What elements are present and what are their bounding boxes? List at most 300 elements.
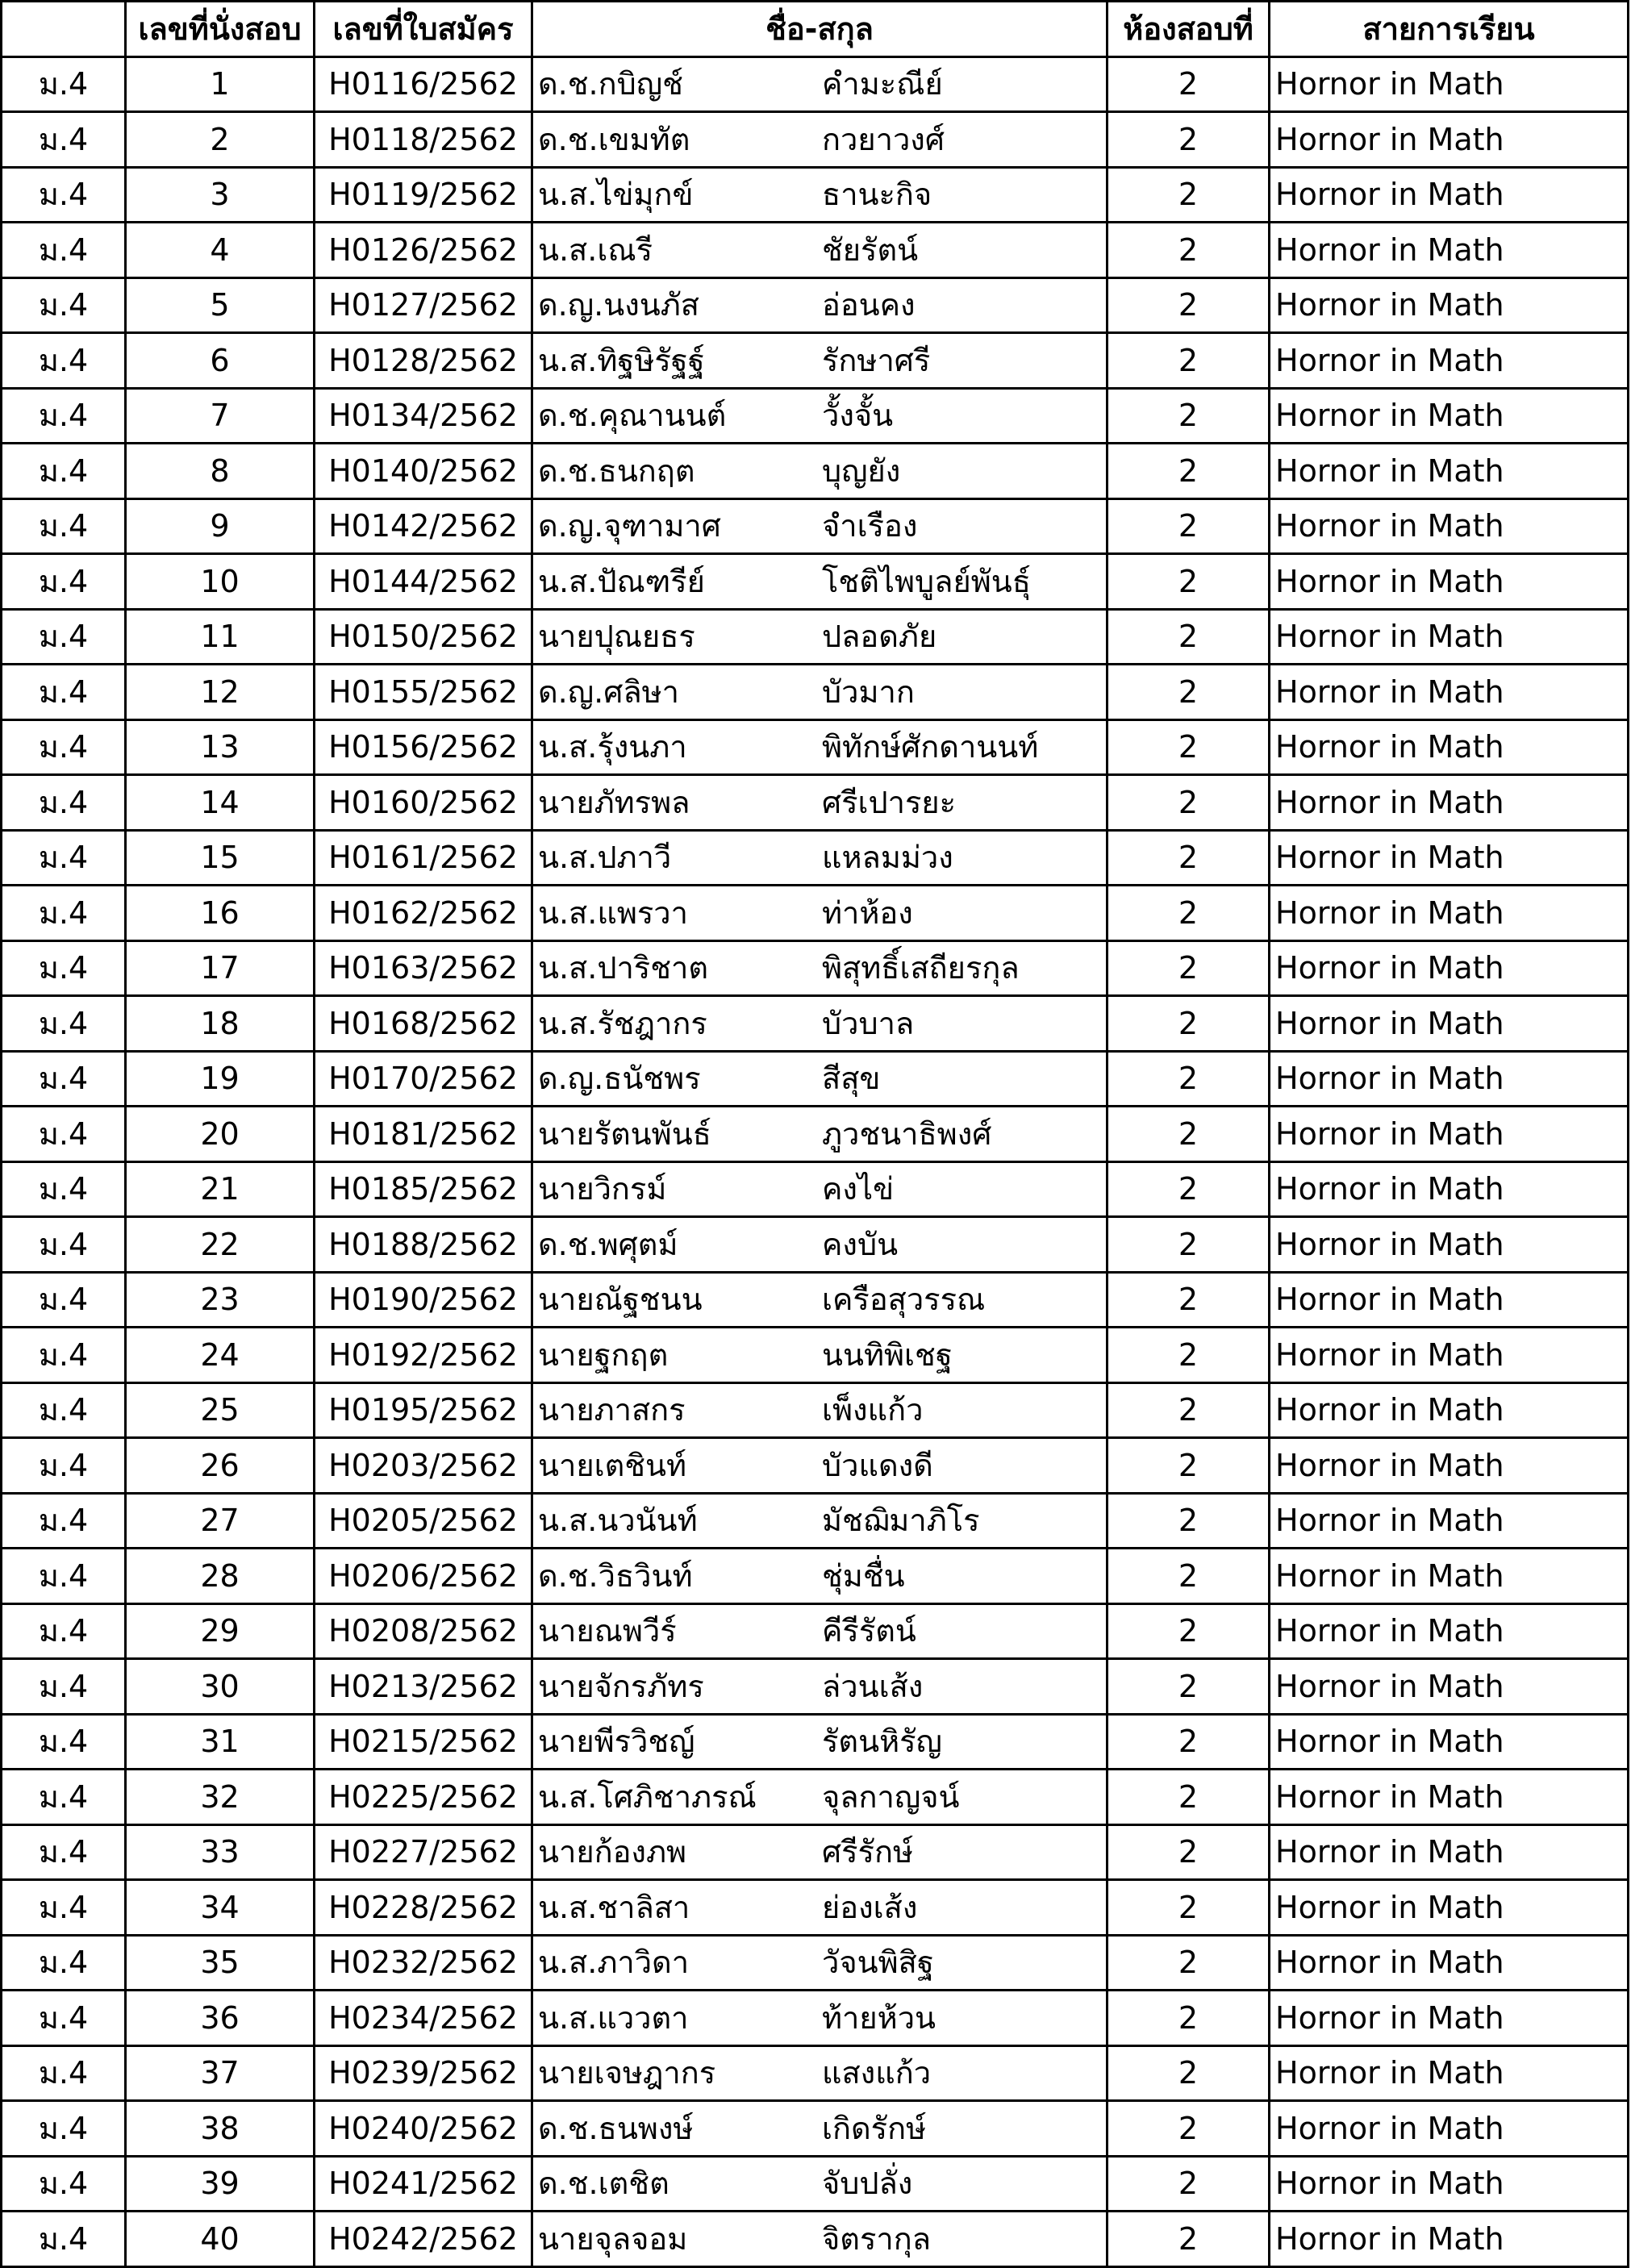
cell-application-number: H0116/2562 [315, 56, 532, 112]
table-row [2, 996, 1629, 1052]
cell-application-number: H0227/2562 [315, 1824, 532, 1880]
first-name: ด.ญ.จุฑามาศ [538, 508, 721, 544]
last-name: วัจนพิสิฐ [822, 1945, 934, 1981]
cell-program: Hornor in Math [1270, 1051, 1629, 1107]
cell-level: ม.4 [2, 1328, 126, 1383]
last-name: จับปลั่ง [822, 2166, 913, 2202]
last-name: ภูวชนาธิพงศ์ [822, 1115, 992, 1152]
cell-program: Hornor in Math [1270, 1272, 1629, 1328]
cell-program: Hornor in Math [1270, 665, 1629, 720]
cell-level: ม.4 [2, 333, 126, 389]
cell-full-name [532, 1051, 1107, 1107]
cell-level: ม.4 [2, 1549, 126, 1604]
cell-exam-room: 2 [1107, 1328, 1270, 1383]
table-row [2, 2045, 1629, 2101]
cell-full-name [532, 1659, 1107, 1715]
cell-exam-room: 2 [1107, 112, 1270, 168]
cell-program: Hornor in Math [1270, 167, 1629, 223]
cell-program: Hornor in Math [1270, 830, 1629, 886]
cell-seat-number: 7 [126, 388, 315, 444]
cell-full-name [532, 112, 1107, 168]
cell-application-number: H0241/2562 [315, 2156, 532, 2212]
cell-program: Hornor in Math [1270, 1493, 1629, 1549]
cell-application-number: H0150/2562 [315, 609, 532, 665]
cell-exam-room: 2 [1107, 665, 1270, 720]
cell-application-number: H0162/2562 [315, 886, 532, 941]
first-name: น.ส.โศภิชาภรณ์ [538, 1778, 757, 1815]
cell-program: Hornor in Math [1270, 2156, 1629, 2212]
cell-exam-room: 2 [1107, 388, 1270, 444]
table-row [2, 775, 1629, 831]
cell-exam-room: 2 [1107, 1272, 1270, 1328]
cell-level: ม.4 [2, 1603, 126, 1659]
first-name: นายปุณยธร [538, 619, 695, 655]
cell-application-number: H0126/2562 [315, 223, 532, 278]
cell-level: ม.4 [2, 609, 126, 665]
last-name: ปลอดภัย [822, 619, 937, 655]
cell-seat-number: 25 [126, 1382, 315, 1438]
cell-seat-number: 17 [126, 940, 315, 996]
cell-seat-number: 35 [126, 1935, 315, 1991]
table-row [2, 1382, 1629, 1438]
cell-level: ม.4 [2, 1382, 126, 1438]
cell-seat-number: 26 [126, 1438, 315, 1494]
cell-application-number: H0185/2562 [315, 1161, 532, 1217]
cell-level: ม.4 [2, 498, 126, 554]
cell-seat-number: 4 [126, 223, 315, 278]
cell-application-number: H0127/2562 [315, 277, 532, 333]
cell-seat-number: 21 [126, 1161, 315, 1217]
cell-exam-room: 2 [1107, 333, 1270, 389]
header-exam-room: ห้องสอบที่ [1107, 2, 1270, 57]
table-row [2, 665, 1629, 720]
first-name: น.ส.แพรวา [538, 894, 688, 931]
table-row [2, 223, 1629, 278]
table-row [2, 1935, 1629, 1991]
table-row [2, 1603, 1629, 1659]
cell-application-number: H0190/2562 [315, 1272, 532, 1328]
cell-exam-room: 2 [1107, 56, 1270, 112]
first-name: นายรัตนพันธ์ [538, 1115, 711, 1152]
cell-exam-room: 2 [1107, 1880, 1270, 1936]
cell-seat-number: 30 [126, 1659, 315, 1715]
header-application-number: เลขที่ใบสมัคร [315, 2, 532, 57]
last-name: กวยาวงศ์ [822, 121, 945, 157]
cell-level: ม.4 [2, 2212, 126, 2267]
cell-application-number: H0225/2562 [315, 1770, 532, 1825]
cell-exam-room: 2 [1107, 996, 1270, 1052]
table-row [2, 1328, 1629, 1383]
first-name: น.ส.รุ้งนภา [538, 729, 687, 765]
cell-full-name [532, 1714, 1107, 1770]
cell-level: ม.4 [2, 2045, 126, 2101]
cell-exam-room: 2 [1107, 940, 1270, 996]
cell-seat-number: 6 [126, 333, 315, 389]
table-row [2, 277, 1629, 333]
last-name: บุญยัง [822, 452, 901, 489]
table-row [2, 719, 1629, 775]
last-name: พิทักษ์ศักดานนท์ [822, 729, 1039, 765]
cell-seat-number: 37 [126, 2045, 315, 2101]
cell-program: Hornor in Math [1270, 1107, 1629, 1162]
first-name: ด.ช.เตชิต [538, 2166, 670, 2202]
cell-seat-number: 2 [126, 112, 315, 168]
first-name: ด.ช.พศุตม์ [538, 1226, 678, 1262]
cell-application-number: H0192/2562 [315, 1328, 532, 1383]
cell-exam-room: 2 [1107, 1824, 1270, 1880]
cell-level: ม.4 [2, 1935, 126, 1991]
cell-program: Hornor in Math [1270, 1603, 1629, 1659]
cell-application-number: H0160/2562 [315, 775, 532, 831]
first-name: น.ส.ปภาวี [538, 840, 672, 876]
cell-application-number: H0140/2562 [315, 444, 532, 499]
cell-application-number: H0206/2562 [315, 1549, 532, 1604]
table-row [2, 2212, 1629, 2267]
last-name: ท้ายห้วน [822, 1999, 936, 2036]
last-name: คงไข่ [822, 1171, 895, 1207]
last-name: เพ็งแก้ว [822, 1392, 924, 1428]
cell-application-number: H0232/2562 [315, 1935, 532, 1991]
cell-program: Hornor in Math [1270, 112, 1629, 168]
cell-application-number: H0156/2562 [315, 719, 532, 775]
cell-level: ม.4 [2, 112, 126, 168]
cell-full-name [532, 1217, 1107, 1273]
first-name: น.ส.ปาริชาต [538, 950, 709, 986]
table-row [2, 1824, 1629, 1880]
table-row [2, 940, 1629, 996]
cell-application-number: H0215/2562 [315, 1714, 532, 1770]
cell-program: Hornor in Math [1270, 2101, 1629, 2157]
cell-seat-number: 28 [126, 1549, 315, 1604]
first-name: น.ส.ภาวิดา [538, 1945, 690, 1981]
cell-seat-number: 3 [126, 167, 315, 223]
cell-exam-room: 2 [1107, 1714, 1270, 1770]
first-name: ด.ช.กบิญช์ [538, 66, 683, 102]
first-name: ด.ช.เขมทัต [538, 121, 690, 157]
cell-application-number: H0195/2562 [315, 1382, 532, 1438]
cell-full-name [532, 1991, 1107, 2046]
header-level [2, 2, 126, 57]
cell-seat-number: 22 [126, 1217, 315, 1273]
cell-level: ม.4 [2, 554, 126, 610]
cell-application-number: H0234/2562 [315, 1991, 532, 2046]
cell-level: ม.4 [2, 830, 126, 886]
cell-exam-room: 2 [1107, 1493, 1270, 1549]
cell-program: Hornor in Math [1270, 1549, 1629, 1604]
cell-exam-room: 2 [1107, 277, 1270, 333]
cell-application-number: H0170/2562 [315, 1051, 532, 1107]
cell-exam-room: 2 [1107, 2212, 1270, 2267]
cell-program: Hornor in Math [1270, 1770, 1629, 1825]
first-name: ด.ญ.ธนัชพร [538, 1061, 701, 1097]
cell-full-name [532, 498, 1107, 554]
first-name: น.ส.แววตา [538, 1999, 689, 2036]
cell-exam-room: 2 [1107, 554, 1270, 610]
table-row [2, 498, 1629, 554]
last-name: คงบัน [822, 1226, 899, 1262]
cell-program: Hornor in Math [1270, 223, 1629, 278]
cell-full-name [532, 444, 1107, 499]
cell-full-name [532, 277, 1107, 333]
cell-level: ม.4 [2, 1880, 126, 1936]
cell-seat-number: 18 [126, 996, 315, 1052]
cell-level: ม.4 [2, 1051, 126, 1107]
table-row [2, 56, 1629, 112]
cell-full-name [532, 830, 1107, 886]
cell-level: ม.4 [2, 665, 126, 720]
first-name: นายณัฐชนน [538, 1282, 703, 1318]
cell-application-number: H0119/2562 [315, 167, 532, 223]
table-row [2, 1549, 1629, 1604]
cell-seat-number: 39 [126, 2156, 315, 2212]
cell-application-number: H0188/2562 [315, 1217, 532, 1273]
cell-exam-room: 2 [1107, 1770, 1270, 1825]
cell-seat-number: 23 [126, 1272, 315, 1328]
cell-full-name [532, 554, 1107, 610]
last-name: ย่องเส้ง [822, 1889, 918, 1925]
last-name: จุลกาญจน์ [822, 1778, 960, 1815]
cell-full-name [532, 2212, 1107, 2267]
cell-seat-number: 38 [126, 2101, 315, 2157]
cell-seat-number: 20 [126, 1107, 315, 1162]
first-name: น.ส.ทิฐษิรัฐฐ์ [538, 342, 705, 378]
cell-full-name [532, 886, 1107, 941]
cell-program: Hornor in Math [1270, 1714, 1629, 1770]
cell-full-name [532, 1549, 1107, 1604]
cell-seat-number: 19 [126, 1051, 315, 1107]
cell-exam-room: 2 [1107, 1659, 1270, 1715]
cell-application-number: H0203/2562 [315, 1438, 532, 1494]
last-name: อ่อนคง [822, 287, 916, 323]
first-name: น.ส.เณรี [538, 231, 653, 268]
cell-exam-room: 2 [1107, 1051, 1270, 1107]
cell-application-number: H0181/2562 [315, 1107, 532, 1162]
table-row [2, 2156, 1629, 2212]
first-name: นายภัทรพล [538, 784, 690, 820]
last-name: จิตรากุล [822, 2220, 931, 2257]
cell-application-number: H0213/2562 [315, 1659, 532, 1715]
table-row [2, 609, 1629, 665]
cell-exam-room: 2 [1107, 2045, 1270, 2101]
table-row [2, 1272, 1629, 1328]
cell-full-name [532, 1161, 1107, 1217]
cell-full-name [532, 223, 1107, 278]
cell-program: Hornor in Math [1270, 886, 1629, 941]
table-row [2, 554, 1629, 610]
header-seat-number: เลขที่นั่งสอบ [126, 2, 315, 57]
cell-level: ม.4 [2, 1272, 126, 1328]
cell-application-number: H0161/2562 [315, 830, 532, 886]
cell-full-name [532, 1272, 1107, 1328]
cell-seat-number: 11 [126, 609, 315, 665]
cell-full-name [532, 2101, 1107, 2157]
cell-program: Hornor in Math [1270, 609, 1629, 665]
cell-exam-room: 2 [1107, 886, 1270, 941]
last-name: บัวมาก [822, 673, 915, 710]
cell-level: ม.4 [2, 1991, 126, 2046]
table-row [2, 444, 1629, 499]
last-name: ธานะกิจ [822, 177, 932, 213]
cell-full-name [532, 1770, 1107, 1825]
table-row [2, 167, 1629, 223]
cell-level: ม.4 [2, 2156, 126, 2212]
cell-level: ม.4 [2, 886, 126, 941]
cell-level: ม.4 [2, 2101, 126, 2157]
last-name: ชุ่มชื่น [822, 1557, 905, 1594]
first-name: น.ส.นวนันท์ [538, 1503, 698, 1539]
cell-program: Hornor in Math [1270, 2212, 1629, 2267]
cell-full-name [532, 2156, 1107, 2212]
cell-seat-number: 16 [126, 886, 315, 941]
cell-seat-number: 9 [126, 498, 315, 554]
table-row [2, 1714, 1629, 1770]
cell-level: ม.4 [2, 775, 126, 831]
first-name: นายจักรภัทร [538, 1668, 704, 1704]
cell-program: Hornor in Math [1270, 277, 1629, 333]
table-row [2, 1217, 1629, 1273]
last-name: คีรีรัตน์ [822, 1613, 916, 1649]
cell-seat-number: 29 [126, 1603, 315, 1659]
cell-seat-number: 34 [126, 1880, 315, 1936]
cell-application-number: H0240/2562 [315, 2101, 532, 2157]
cell-program: Hornor in Math [1270, 333, 1629, 389]
first-name: น.ส.ชาลิสา [538, 1889, 690, 1925]
cell-program: Hornor in Math [1270, 1880, 1629, 1936]
first-name: ด.ญ.ศลิษา [538, 673, 680, 710]
cell-full-name [532, 1438, 1107, 1494]
cell-application-number: H0242/2562 [315, 2212, 532, 2267]
cell-application-number: H0228/2562 [315, 1880, 532, 1936]
cell-program: Hornor in Math [1270, 1824, 1629, 1880]
cell-seat-number: 8 [126, 444, 315, 499]
cell-exam-room: 2 [1107, 1603, 1270, 1659]
last-name: รักษาศรี [822, 342, 931, 378]
cell-exam-room: 2 [1107, 223, 1270, 278]
table-row [2, 1991, 1629, 2046]
cell-full-name [532, 388, 1107, 444]
cell-full-name [532, 2045, 1107, 2101]
cell-level: ม.4 [2, 1659, 126, 1715]
cell-program: Hornor in Math [1270, 719, 1629, 775]
first-name: นายภาสกร [538, 1392, 686, 1428]
table-row [2, 1438, 1629, 1494]
table-row [2, 1107, 1629, 1162]
cell-level: ม.4 [2, 1217, 126, 1273]
cell-program: Hornor in Math [1270, 554, 1629, 610]
cell-full-name [532, 167, 1107, 223]
cell-application-number: H0168/2562 [315, 996, 532, 1052]
cell-exam-room: 2 [1107, 1935, 1270, 1991]
last-name: ท่าห้อง [822, 894, 913, 931]
cell-seat-number: 24 [126, 1328, 315, 1383]
cell-seat-number: 31 [126, 1714, 315, 1770]
cell-program: Hornor in Math [1270, 1991, 1629, 2046]
cell-full-name [532, 1824, 1107, 1880]
table-row [2, 886, 1629, 941]
last-name: ล่วนเส้ง [822, 1668, 924, 1704]
cell-application-number: H0128/2562 [315, 333, 532, 389]
first-name: นายพีรวิชญ์ [538, 1724, 695, 1760]
cell-seat-number: 12 [126, 665, 315, 720]
cell-full-name [532, 1328, 1107, 1383]
last-name: โชติไพบูลย์พันธุ์ [822, 563, 1031, 599]
first-name: น.ส.ไข่มุกข์ [538, 177, 694, 213]
cell-program: Hornor in Math [1270, 1659, 1629, 1715]
last-name: สีสุข [822, 1061, 881, 1097]
cell-seat-number: 27 [126, 1493, 315, 1549]
table-row [2, 112, 1629, 168]
cell-application-number: H0208/2562 [315, 1603, 532, 1659]
first-name: นายจุลจอม [538, 2220, 688, 2257]
cell-program: Hornor in Math [1270, 56, 1629, 112]
cell-exam-room: 2 [1107, 2156, 1270, 2212]
cell-program: Hornor in Math [1270, 1382, 1629, 1438]
last-name: ศรีรักษ์ [822, 1834, 913, 1870]
table-row [2, 2101, 1629, 2157]
table-row [2, 1880, 1629, 1936]
first-name: นายวิกรม์ [538, 1171, 667, 1207]
last-name: มัชฌิมาภิโร [822, 1503, 980, 1539]
cell-program: Hornor in Math [1270, 2045, 1629, 2101]
cell-exam-room: 2 [1107, 167, 1270, 223]
first-name: น.ส.รัชฎากร [538, 1005, 707, 1041]
cell-application-number: H0134/2562 [315, 388, 532, 444]
cell-level: ม.4 [2, 1714, 126, 1770]
cell-level: ม.4 [2, 388, 126, 444]
cell-level: ม.4 [2, 277, 126, 333]
last-name: จำเรือง [822, 508, 918, 544]
last-name: รัตนหิรัญ [822, 1724, 942, 1760]
cell-exam-room: 2 [1107, 830, 1270, 886]
first-name: ด.ช.คุณานนต์ [538, 398, 727, 434]
cell-exam-room: 2 [1107, 1161, 1270, 1217]
header-full-name: ชื่อ-สกุล [532, 2, 1107, 57]
cell-exam-room: 2 [1107, 719, 1270, 775]
last-name: แหลมม่วง [822, 840, 953, 876]
last-name: บัวบาล [822, 1005, 915, 1041]
table-row [2, 333, 1629, 389]
first-name: นายฐกฤต [538, 1336, 669, 1373]
cell-full-name [532, 1935, 1107, 1991]
table-row [2, 830, 1629, 886]
cell-application-number: H0155/2562 [315, 665, 532, 720]
table-row [2, 1051, 1629, 1107]
cell-seat-number: 33 [126, 1824, 315, 1880]
cell-level: ม.4 [2, 1770, 126, 1825]
cell-seat-number: 15 [126, 830, 315, 886]
cell-level: ม.4 [2, 1824, 126, 1880]
cell-exam-room: 2 [1107, 609, 1270, 665]
cell-exam-room: 2 [1107, 1549, 1270, 1604]
cell-program: Hornor in Math [1270, 996, 1629, 1052]
cell-application-number: H0118/2562 [315, 112, 532, 168]
cell-full-name [532, 719, 1107, 775]
last-name: เกิดรักษ์ [822, 2110, 927, 2146]
first-name: น.ส.ปัณฑรีย์ [538, 563, 705, 599]
first-name: นายก้องภพ [538, 1834, 687, 1870]
cell-full-name [532, 1493, 1107, 1549]
first-name: ด.ช.ธนกฤต [538, 452, 695, 489]
table-row [2, 1493, 1629, 1549]
cell-exam-room: 2 [1107, 775, 1270, 831]
cell-seat-number: 32 [126, 1770, 315, 1825]
last-name: นนทิพิเชฐ [822, 1336, 953, 1373]
last-name: คำมะณีย์ [822, 66, 943, 102]
cell-application-number: H0205/2562 [315, 1493, 532, 1549]
first-name: นายเตชินท์ [538, 1447, 687, 1483]
cell-full-name [532, 609, 1107, 665]
cell-exam-room: 2 [1107, 498, 1270, 554]
